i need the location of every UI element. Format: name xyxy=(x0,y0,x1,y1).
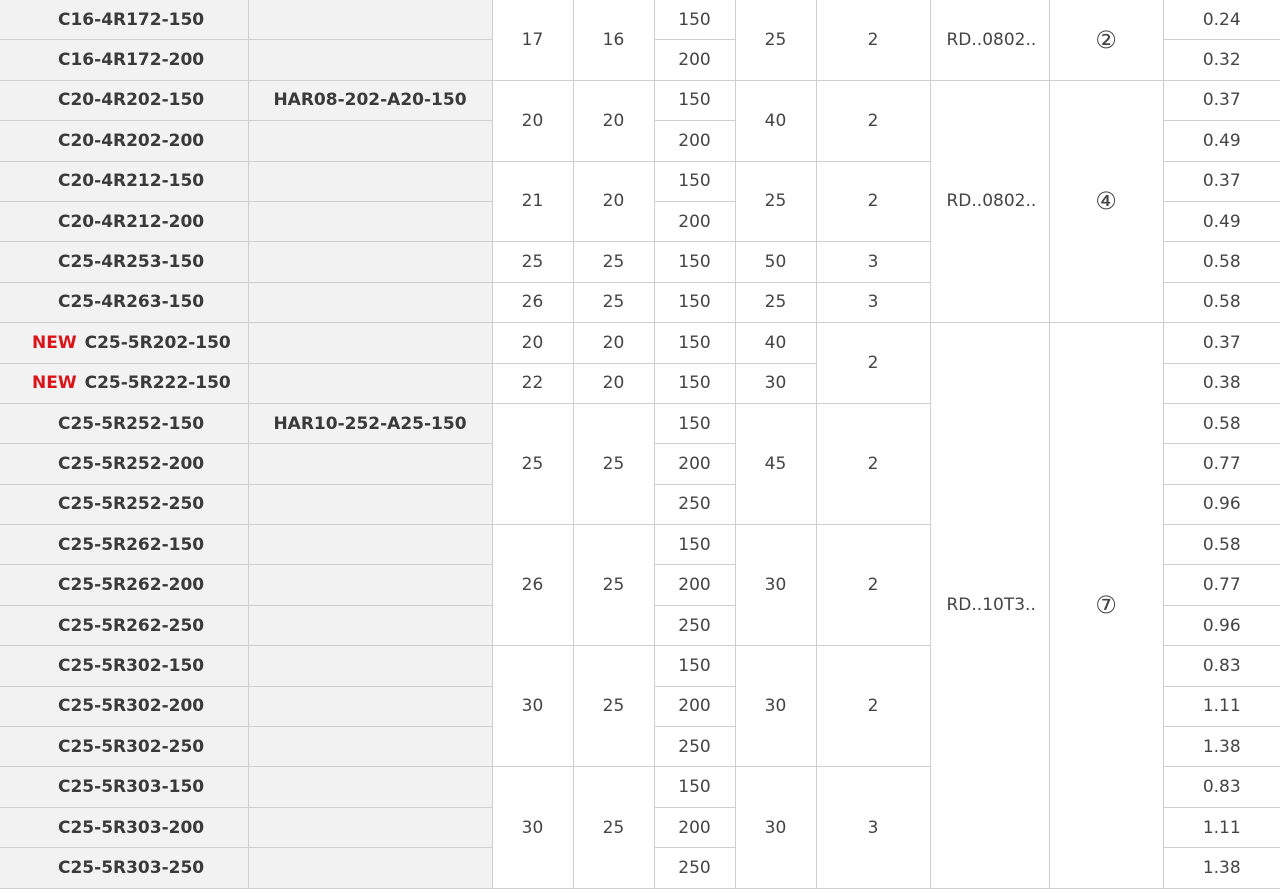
reach-value: 30 xyxy=(735,767,816,888)
flute-count: 2 xyxy=(816,403,930,524)
reach-value: 25 xyxy=(735,0,816,80)
weight-value: 0.49 xyxy=(1163,201,1280,241)
holder-code xyxy=(248,848,492,888)
model-code: C25-5R302-250 xyxy=(0,727,248,767)
weight-value: 1.11 xyxy=(1163,686,1280,726)
holder-code xyxy=(248,807,492,847)
weight-value: 0.96 xyxy=(1163,605,1280,645)
length-value: 150 xyxy=(654,282,735,322)
model-code: C25-4R263-150 xyxy=(0,282,248,322)
table-row xyxy=(0,80,1280,120)
model-code: C25-5R302-200 xyxy=(0,686,248,726)
diameter-value: 30 xyxy=(492,646,573,767)
length-value: 200 xyxy=(654,565,735,605)
length-value: 250 xyxy=(654,605,735,645)
shank-diameter-value: 25 xyxy=(573,646,654,767)
length-value: 200 xyxy=(654,807,735,847)
shank-diameter-value: 25 xyxy=(573,525,654,646)
flute-count: 3 xyxy=(816,282,930,322)
holder-code xyxy=(248,0,492,40)
diameter-value: 20 xyxy=(492,323,573,363)
weight-value: 1.38 xyxy=(1163,727,1280,767)
model-code: C25-5R252-200 xyxy=(0,444,248,484)
reach-value: 25 xyxy=(735,161,816,242)
model-code: C25-5R303-200 xyxy=(0,807,248,847)
model-code: C16-4R172-150 xyxy=(0,0,248,40)
model-code: C16-4R172-200 xyxy=(0,40,248,80)
diameter-value: 20 xyxy=(492,80,573,161)
shank-diameter-value: 25 xyxy=(573,403,654,524)
holder-code: HAR08-202-A20-150 xyxy=(248,80,492,120)
reach-value: 40 xyxy=(735,323,816,363)
diameter-value: 26 xyxy=(492,282,573,322)
holder-code xyxy=(248,646,492,686)
weight-value: 0.83 xyxy=(1163,646,1280,686)
model-code: C25-5R303-150 xyxy=(0,767,248,807)
flute-count: 2 xyxy=(816,323,930,404)
length-value: 150 xyxy=(654,0,735,40)
weight-value: 0.96 xyxy=(1163,484,1280,524)
model-code-cell xyxy=(0,363,248,403)
weight-value: 0.77 xyxy=(1163,444,1280,484)
flute-count: 2 xyxy=(816,0,930,80)
flute-count: 2 xyxy=(816,161,930,242)
insert-code: RD..0802.. xyxy=(930,0,1049,80)
length-value: 200 xyxy=(654,40,735,80)
weight-value: 0.24 xyxy=(1163,0,1280,40)
table-row xyxy=(0,323,1280,363)
weight-value: 0.83 xyxy=(1163,767,1280,807)
length-value: 150 xyxy=(654,161,735,201)
table-row xyxy=(0,0,1280,40)
holder-code xyxy=(248,201,492,241)
length-value: 150 xyxy=(654,403,735,443)
holder-code xyxy=(248,40,492,80)
holder-code xyxy=(248,484,492,524)
model-code: C25-4R253-150 xyxy=(0,242,248,282)
length-value: 200 xyxy=(654,686,735,726)
holder-code xyxy=(248,121,492,161)
shank-diameter-value: 20 xyxy=(573,80,654,161)
holder-code xyxy=(248,161,492,201)
diameter-value: 30 xyxy=(492,767,573,888)
weight-value: 0.38 xyxy=(1163,363,1280,403)
model-code: C25-5R262-200 xyxy=(0,565,248,605)
weight-value: 0.77 xyxy=(1163,565,1280,605)
weight-value: 0.37 xyxy=(1163,323,1280,363)
reach-value: 30 xyxy=(735,525,816,646)
model-code: C25-5R202-150 xyxy=(84,332,231,353)
diameter-value: 25 xyxy=(492,242,573,282)
holder-code xyxy=(248,444,492,484)
holder-code xyxy=(248,323,492,363)
flute-count: 2 xyxy=(816,525,930,646)
model-code: C20-4R202-200 xyxy=(0,121,248,161)
diameter-value: 21 xyxy=(492,161,573,242)
figure-number: ⑦ xyxy=(1049,323,1163,888)
length-value: 250 xyxy=(654,727,735,767)
holder-code xyxy=(248,525,492,565)
holder-code xyxy=(248,686,492,726)
model-code: C25-5R262-250 xyxy=(0,605,248,645)
holder-code xyxy=(248,282,492,322)
holder-code xyxy=(248,363,492,403)
length-value: 150 xyxy=(654,80,735,120)
shank-diameter-value: 25 xyxy=(573,282,654,322)
diameter-value: 22 xyxy=(492,363,573,403)
model-code: C20-4R212-150 xyxy=(0,161,248,201)
flute-count: 2 xyxy=(816,80,930,161)
length-value: 150 xyxy=(654,323,735,363)
weight-value: 0.58 xyxy=(1163,242,1280,282)
reach-value: 25 xyxy=(735,282,816,322)
new-badge: NEW xyxy=(32,373,77,394)
diameter-value: 17 xyxy=(492,0,573,80)
shank-diameter-value: 25 xyxy=(573,242,654,282)
holder-code: HAR10-252-A25-150 xyxy=(248,403,492,443)
length-value: 150 xyxy=(654,525,735,565)
length-value: 150 xyxy=(654,363,735,403)
diameter-value: 26 xyxy=(492,525,573,646)
shank-diameter-value: 20 xyxy=(573,363,654,403)
length-value: 250 xyxy=(654,848,735,888)
reach-value: 30 xyxy=(735,363,816,403)
weight-value: 0.32 xyxy=(1163,40,1280,80)
reach-value: 30 xyxy=(735,646,816,767)
holder-code xyxy=(248,767,492,807)
shank-diameter-value: 20 xyxy=(573,161,654,242)
length-value: 150 xyxy=(654,242,735,282)
length-value: 200 xyxy=(654,121,735,161)
weight-value: 0.58 xyxy=(1163,525,1280,565)
length-value: 150 xyxy=(654,646,735,686)
flute-count: 3 xyxy=(816,242,930,282)
model-code-cell xyxy=(0,323,248,363)
diameter-value: 25 xyxy=(492,403,573,524)
reach-value: 50 xyxy=(735,242,816,282)
insert-code: RD..0802.. xyxy=(930,80,1049,322)
shank-diameter-value: 20 xyxy=(573,323,654,363)
model-code: C20-4R212-200 xyxy=(0,201,248,241)
holder-code xyxy=(248,605,492,645)
new-badge: NEW xyxy=(32,332,77,353)
weight-value: 1.11 xyxy=(1163,807,1280,847)
holder-code xyxy=(248,565,492,605)
flute-count: 2 xyxy=(816,646,930,767)
figure-number: ② xyxy=(1049,0,1163,80)
holder-code xyxy=(248,727,492,767)
weight-value: 0.58 xyxy=(1163,282,1280,322)
insert-code: RD..10T3.. xyxy=(930,323,1049,888)
model-code: C20-4R202-150 xyxy=(0,80,248,120)
weight-value: 0.37 xyxy=(1163,161,1280,201)
model-code: C25-5R303-250 xyxy=(0,848,248,888)
model-code: C25-5R252-150 xyxy=(0,403,248,443)
holder-code xyxy=(248,242,492,282)
shank-diameter-value: 25 xyxy=(573,767,654,888)
shank-diameter-value: 16 xyxy=(573,0,654,80)
weight-value: 0.49 xyxy=(1163,121,1280,161)
reach-value: 45 xyxy=(735,403,816,524)
model-code: C25-5R262-150 xyxy=(0,525,248,565)
length-value: 150 xyxy=(654,767,735,807)
length-value: 200 xyxy=(654,201,735,241)
model-code: C25-5R222-150 xyxy=(84,373,231,394)
weight-value: 0.37 xyxy=(1163,80,1280,120)
weight-value: 1.38 xyxy=(1163,848,1280,888)
model-code: C25-5R302-150 xyxy=(0,646,248,686)
model-code: C25-5R252-250 xyxy=(0,484,248,524)
length-value: 200 xyxy=(654,444,735,484)
flute-count: 3 xyxy=(816,767,930,888)
figure-number: ④ xyxy=(1049,80,1163,322)
length-value: 250 xyxy=(654,484,735,524)
weight-value: 0.58 xyxy=(1163,403,1280,443)
reach-value: 40 xyxy=(735,80,816,161)
